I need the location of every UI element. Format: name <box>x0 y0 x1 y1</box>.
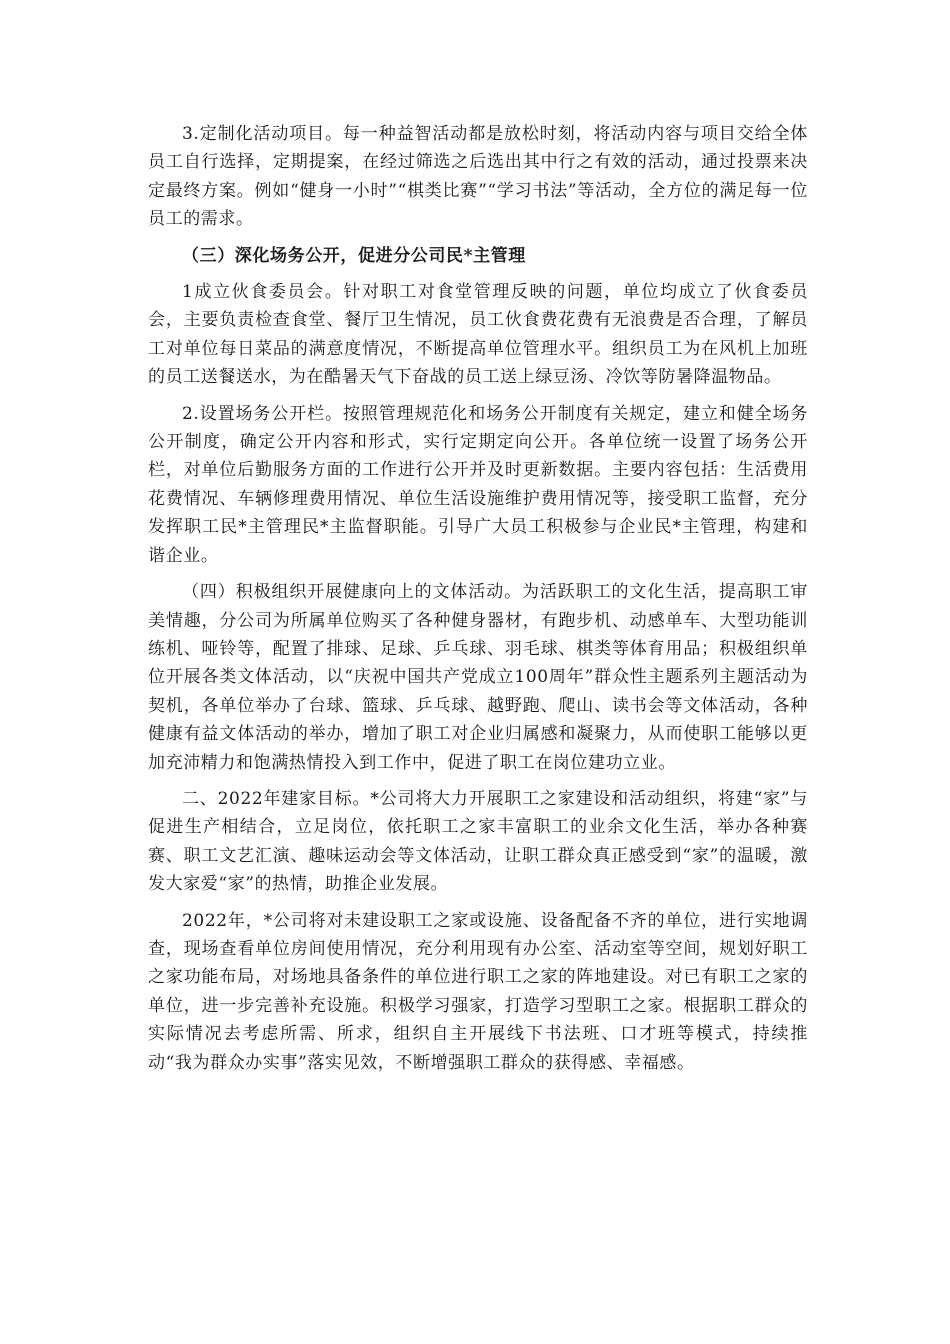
paragraph-2022-plan: 2022年，*公司将对未建设职工之家或设施、设备配备不齐的单位，进行实地调查，现场查看单位房间使用情况，充分利用现有办公室、活动室等空间，规划好职工之家功能布局，对场地具备条件的单位进行职工之家的阵地建设。对已有职工之家的单位，进一步完善补充设施。积极学习强家，打造学习型职工之家。根据职工群众的实际情况去考虑所需、所求，组织自主开展线下书法班、口才班等模式，持续推动“我为群众办实事”落实见效，不断增强职工群众的获得感、幸福感。 <box>148 910 808 1073</box>
document-page <box>148 120 808 1085</box>
paragraph-cultural-sports: （四）积极组织开展健康向上的文体活动。为活跃职工的文化生活，提高职工审美情趣，分公司为所属单位购买了各种健身器材，有跑步机、动感单车、大型功能训练机、哑铃等，配置了排球、足球、乒乓球、羽毛球、棋类等体育用品；积极组织单位开展各类文体活动，以“庆祝中国共产党成立100周年”群众性主题系列主题活动为契机，各单位举办了台球、篮球、乒乓球、越野跑、爬山、读书会等文体活动，各种健康有益文体活动的举办，增加了职工对企业归属感和凝聚力，从而使职工能够以更加充沛精力和饱满热情投入到工作中，促进了职工在岗位建功立业。 <box>148 582 808 773</box>
section-heading-open-affairs: （三）深化场务公开，促进分公司民*主管理 <box>182 245 526 266</box>
paragraph-customized-activities: 3.定制化活动项目。每一种益智活动都是放松时刻，将活动内容与项目交给全体员工自行选择，定期提案，在经过筛选之后选出其中行之有效的活动，通过投票来决定最终方案。例如“健身一小时”“棋类比赛”“学习书法”等活动，全方位的满足每一位员工的需求。 <box>148 124 808 230</box>
paragraph-meal-committee: 1成立伙食委员会。针对职工对食堂管理反映的问题，单位均成立了伙食委员会，主要负责检查食堂、餐厅卫生情况，员工伙食费花费有无浪费是否合理，了解员工对单位每日菜品的满意度情况，不断提高单位管理水平。组织员工为在风机上加班的员工送餐送水，为在酷暑天气下奋战的员工送上绿豆汤、冷饮等防暑降温物品。 <box>148 282 808 388</box>
paragraph-2022-goals: 二、2022年建家目标。*公司将大力开展职工之家建设和活动组织，将建“家”与促进生产相结合，立足岗位，依托职工之家丰富职工的业余文化生活，举办各种赛赛、职工文艺汇演、趣味运动会等文体活动，让职工群众真正感受到“家”的温暖，激发大家爱“家”的热情，助推企业发展。 <box>148 788 808 895</box>
paragraph-open-affairs-board: 2.设置场务公开栏。按照管理规范化和场务公开制度有关规定，建立和健全场务公开制度，确定公开内容和形式，实行定期定向公开。各单位统一设置了场务公开栏，对单位后勤服务方面的工作进行公开并及时更新数据。主要内容包括：生活费用花费情况、车辆修理费用情况、单位生活设施维护费用情况等，接受职工监督，充分发挥职工民*主管理民*主监督职能。引导广大员工积极参与企业民*主管理，构建和谐企业。 <box>148 403 808 566</box>
